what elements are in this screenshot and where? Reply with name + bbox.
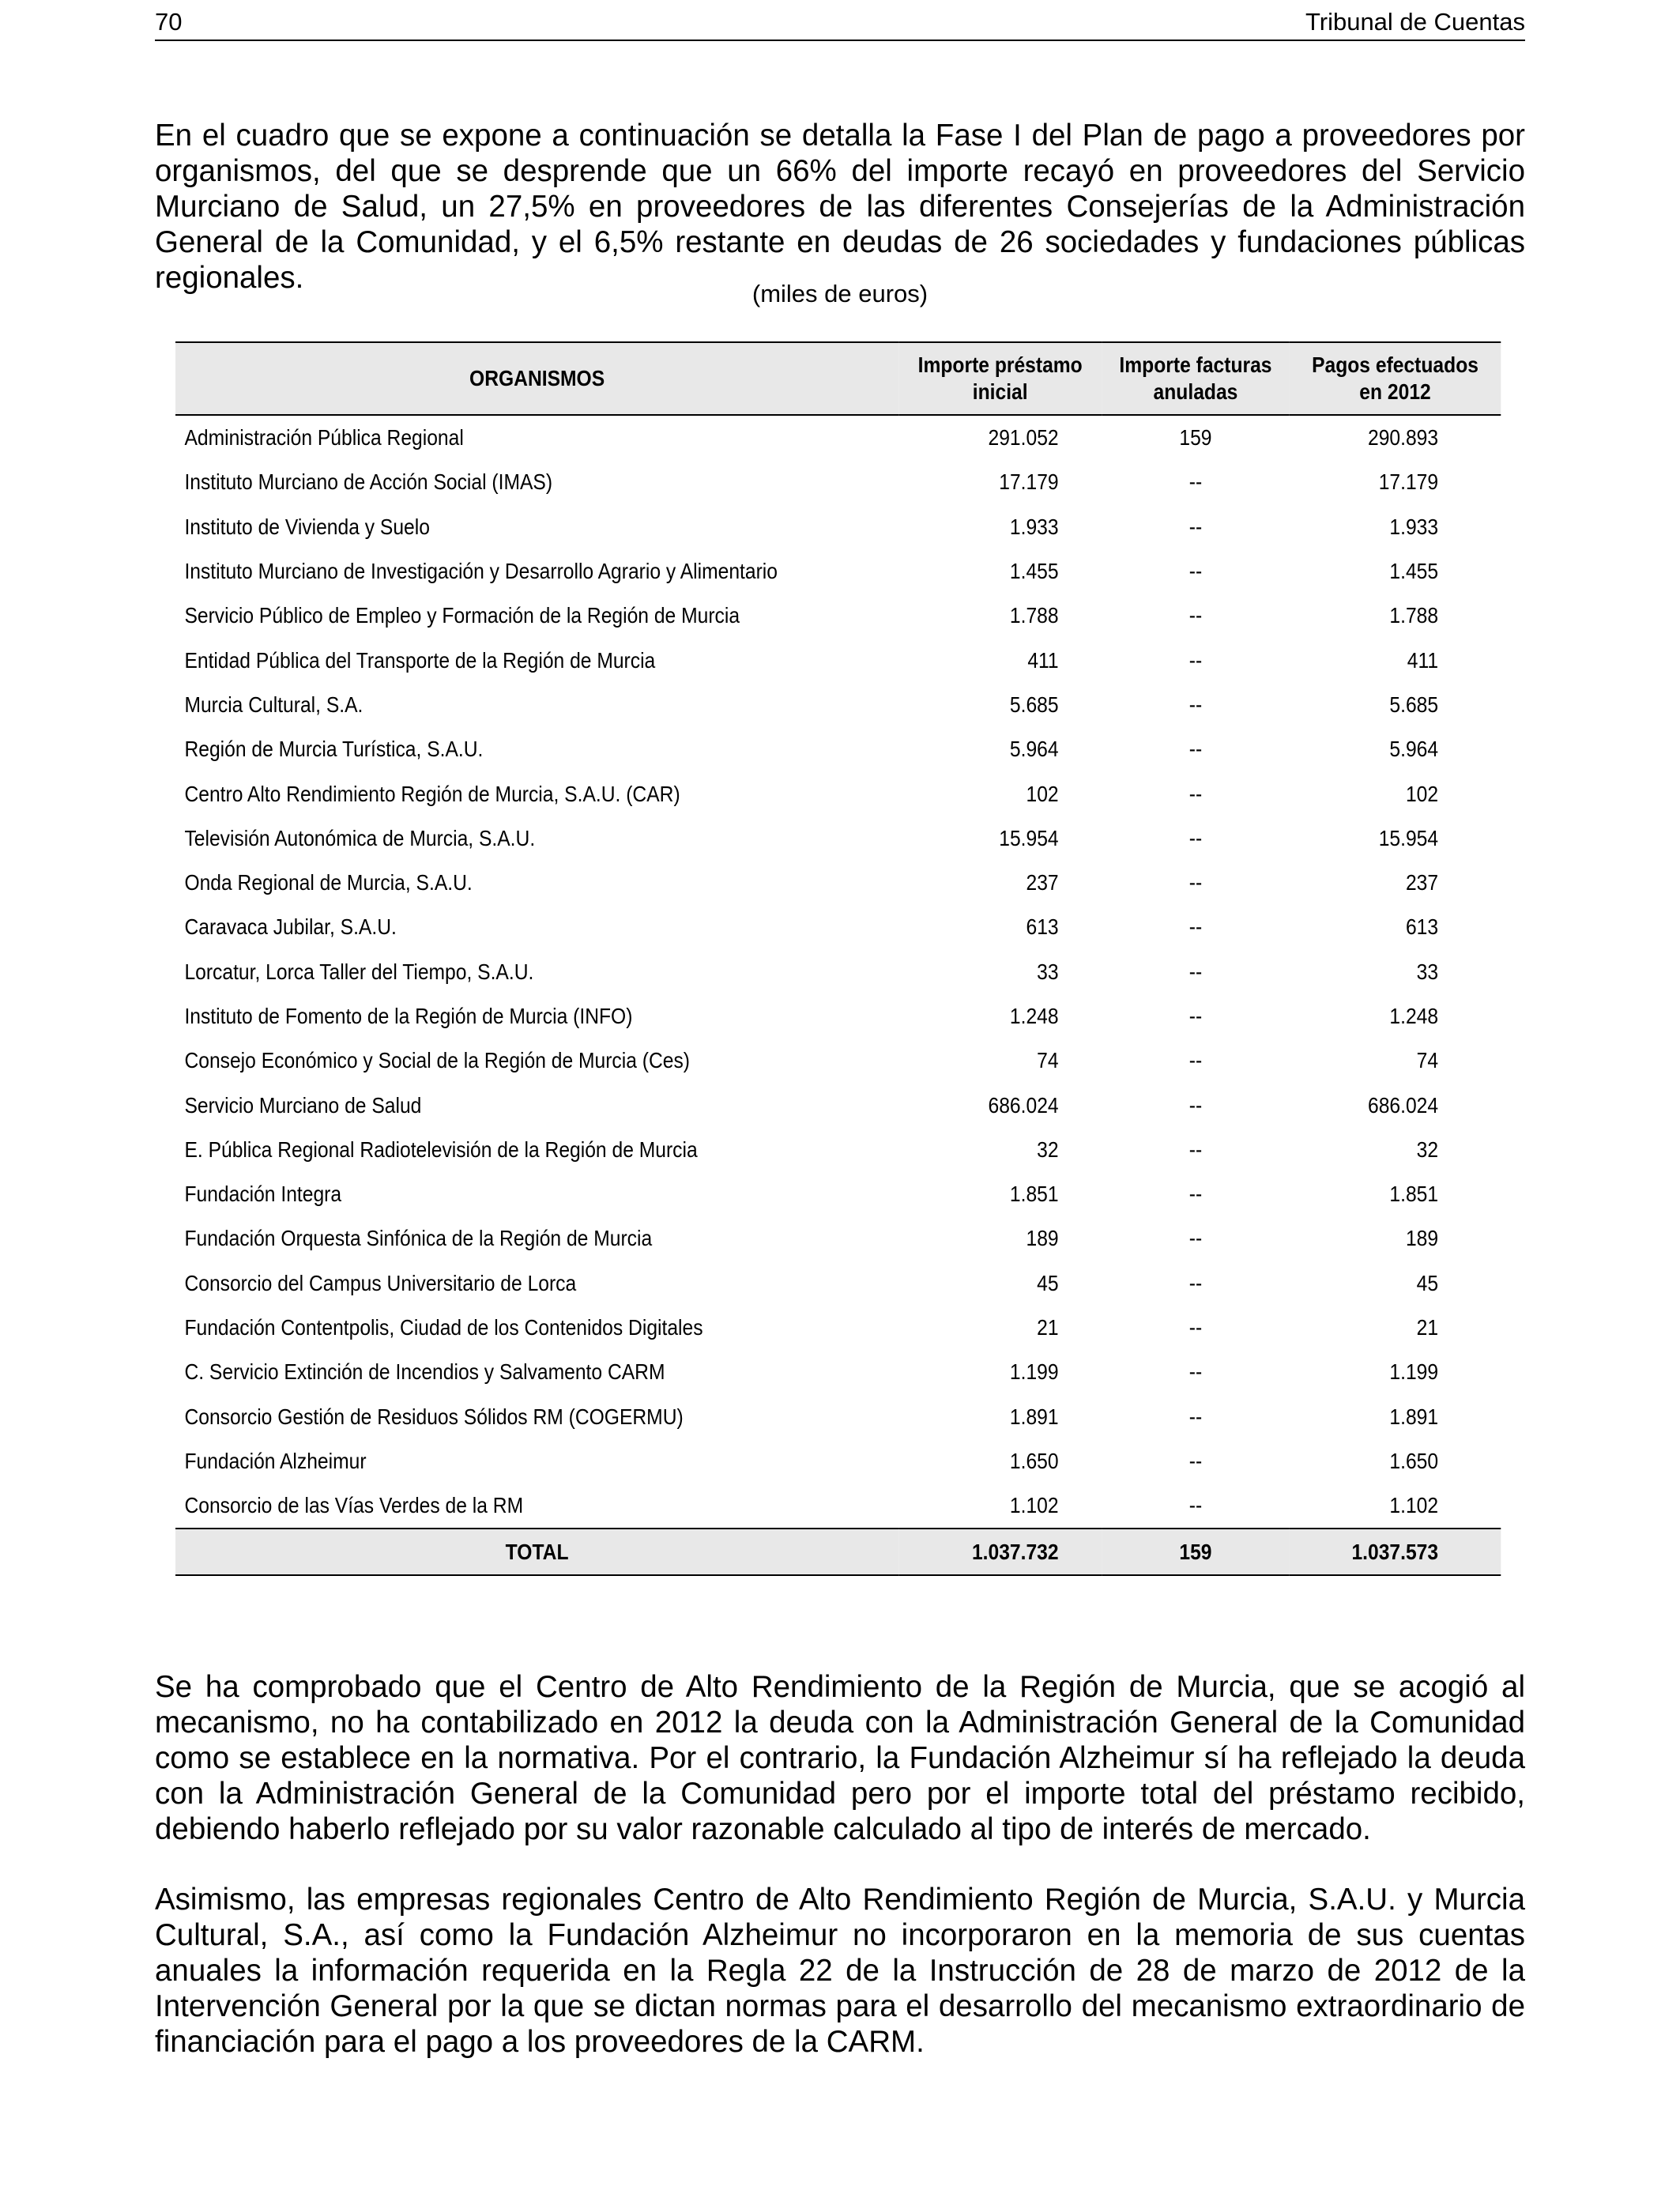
page-header — [155, 0, 1525, 41]
cell-importe-prestamo: 1.851 — [1009, 1182, 1059, 1207]
paragraph-3: Asimismo, las empresas regionales Centro de Alto Rendimiento Región de Murcia, S.A.U. y Murcia Cultural, S.A., así como la Fundación Alzheimur no incorporaron en la memoria de sus cuentas anuales la información requerida en la Regla 22 de la Instrucción de 28 de marzo de 2012 de la Intervención General por la que se dictan normas para el desarrollo del mecanismo extraordinario de financiación para el pago a los proveedores de la CARM. — [155, 1882, 1525, 2059]
cell-pagos-efectuados: 33 — [1416, 959, 1439, 984]
cell-importe-prestamo: 189 — [1026, 1226, 1059, 1251]
cell-importe-prestamo: 1.933 — [1009, 514, 1059, 539]
cell-pagos-efectuados: 1.102 — [1389, 1493, 1439, 1518]
cell-pagos-efectuados: 5.964 — [1389, 737, 1439, 762]
cell-pagos-efectuados: 1.851 — [1389, 1182, 1439, 1207]
cell-importe-prestamo: 1.455 — [1009, 559, 1059, 584]
cell-importe-prestamo: 411 — [1027, 647, 1059, 673]
cell-organismo: Lorcatur, Lorca Taller del Tiempo, S.A.U. — [184, 959, 534, 984]
table-body — [175, 415, 1501, 1529]
table-row — [175, 1395, 1501, 1439]
cell-importe-prestamo: 21 — [1037, 1315, 1059, 1340]
cell-facturas-anuladas: -- — [1188, 469, 1203, 495]
cell-facturas-anuladas: -- — [1188, 1092, 1203, 1118]
total-pagos: 1.037.573 — [1290, 1529, 1501, 1575]
cell-pagos-efectuados: 1.933 — [1389, 514, 1439, 539]
cell-importe-prestamo: 237 — [1026, 870, 1059, 895]
cell-organismo: Consejo Económico y Social de la Región de Murcia (Ces) — [184, 1048, 691, 1073]
cell-pagos-efectuados: 15.954 — [1378, 825, 1439, 850]
cell-importe-prestamo: 33 — [1037, 959, 1059, 984]
cell-pagos-efectuados: 189 — [1405, 1226, 1439, 1251]
cell-organismo: Administración Pública Regional — [184, 425, 464, 450]
running-title: Tribunal de Cuentas — [1305, 8, 1525, 36]
cell-pagos-efectuados: 1.891 — [1389, 1404, 1439, 1429]
cell-importe-prestamo: 32 — [1037, 1137, 1059, 1162]
cell-organismo: Instituto de Vivienda y Suelo — [184, 514, 430, 539]
header-organismos: ORGANISMOS — [175, 342, 898, 415]
cell-organismo: Servicio Murciano de Salud — [184, 1092, 422, 1118]
table-row — [175, 505, 1501, 549]
table-header — [175, 342, 1501, 415]
table-row — [175, 771, 1501, 816]
cell-importe-prestamo: 291.052 — [988, 425, 1059, 450]
total-prestamo: 1.037.732 — [898, 1529, 1102, 1575]
cell-facturas-anuladas: -- — [1188, 1493, 1203, 1518]
cell-pagos-efectuados: 74 — [1416, 1048, 1439, 1073]
cell-pagos-efectuados: 21 — [1416, 1315, 1439, 1340]
cell-organismo: Televisión Autonómica de Murcia, S.A.U. — [184, 825, 536, 850]
cell-organismo: Fundación Orquesta Sinfónica de la Región de Murcia — [184, 1226, 653, 1251]
cell-facturas-anuladas: -- — [1188, 1270, 1203, 1295]
table-row — [175, 1172, 1501, 1216]
cell-pagos-efectuados: 613 — [1405, 914, 1439, 940]
cell-pagos-efectuados: 5.685 — [1389, 692, 1439, 717]
cell-pagos-efectuados: 411 — [1407, 647, 1439, 673]
cell-pagos-efectuados: 1.199 — [1389, 1359, 1439, 1385]
cell-importe-prestamo: 17.179 — [999, 469, 1059, 495]
table-row — [175, 549, 1501, 594]
cell-organismo: Fundación Contentpolis, Ciudad de los Contenidos Digitales — [184, 1315, 703, 1340]
cell-facturas-anuladas: -- — [1188, 692, 1203, 717]
cell-facturas-anuladas: -- — [1188, 559, 1203, 584]
cell-organismo: Fundación Integra — [184, 1182, 342, 1207]
cell-organismo: Onda Regional de Murcia, S.A.U. — [184, 870, 473, 895]
cell-facturas-anuladas: -- — [1188, 647, 1203, 673]
cell-pagos-efectuados: 290.893 — [1368, 425, 1439, 450]
cell-facturas-anuladas: -- — [1188, 1359, 1203, 1385]
cell-facturas-anuladas: -- — [1188, 1404, 1203, 1429]
cell-pagos-efectuados: 32 — [1416, 1137, 1439, 1162]
cell-pagos-efectuados: 102 — [1405, 781, 1439, 806]
header-importe-prestamo: Importe préstamo inicial — [898, 342, 1102, 415]
cell-pagos-efectuados: 17.179 — [1378, 469, 1439, 495]
table-row — [175, 683, 1501, 727]
cell-facturas-anuladas: 159 — [1179, 425, 1212, 450]
paragraph-2: Se ha comprobado que el Centro de Alto Rendimiento de la Región de Murcia, que se acogió al mecanismo, no ha contabilizado en 2012 la deuda con la Administración General de la Comunidad como se establece en la normativa. Por el contrario, la Fundación Alzheimur sí ha reflejado la deuda con la Administración General de la Comunidad pero por el importe total del préstamo recibido, debiendo haberlo reflejado por su valor razonable calculado al tipo de interés de mercado. — [155, 1669, 1525, 1846]
cell-pagos-efectuados: 1.455 — [1389, 559, 1439, 584]
cell-facturas-anuladas: -- — [1188, 781, 1203, 806]
header-pagos-efectuados: Pagos efectuados en 2012 — [1290, 342, 1501, 415]
table-row — [175, 1083, 1501, 1127]
cell-importe-prestamo: 1.199 — [1009, 1359, 1059, 1385]
cell-pagos-efectuados: 686.024 — [1368, 1092, 1439, 1118]
cell-organismo: Entidad Pública del Transporte de la Región de Murcia — [184, 647, 656, 673]
cell-organismo: Consorcio del Campus Universitario de Lorca — [184, 1270, 577, 1295]
total-label: TOTAL — [175, 1529, 898, 1575]
table-row — [175, 415, 1501, 460]
table-row — [175, 1350, 1501, 1394]
cell-facturas-anuladas: -- — [1188, 1315, 1203, 1340]
table-total-row — [175, 1529, 1501, 1575]
table-units-caption: (miles de euros) — [751, 280, 929, 307]
cell-facturas-anuladas: -- — [1188, 870, 1203, 895]
cell-importe-prestamo: 1.650 — [1009, 1448, 1059, 1473]
cell-facturas-anuladas: -- — [1188, 1182, 1203, 1207]
cell-organismo: C. Servicio Extinción de Incendios y Salvamento CARM — [184, 1359, 665, 1385]
cell-facturas-anuladas: -- — [1188, 514, 1203, 539]
table-row — [175, 727, 1501, 771]
cell-importe-prestamo: 1.102 — [1009, 1493, 1059, 1518]
cell-importe-prestamo: 1.891 — [1009, 1404, 1059, 1429]
cell-facturas-anuladas: -- — [1188, 1048, 1203, 1073]
cell-facturas-anuladas: -- — [1188, 825, 1203, 850]
cell-facturas-anuladas: -- — [1188, 603, 1203, 628]
cell-pagos-efectuados: 1.248 — [1389, 1004, 1439, 1028]
cell-organismo: E. Pública Regional Radiotelevisión de la Región de Murcia — [184, 1137, 698, 1162]
cell-importe-prestamo: 686.024 — [988, 1092, 1059, 1118]
table-row — [175, 861, 1501, 905]
cell-organismo: Consorcio Gestión de Residuos Sólidos RM (COGERMU) — [184, 1404, 684, 1429]
table-row — [175, 594, 1501, 638]
cell-importe-prestamo: 15.954 — [999, 825, 1059, 850]
cell-importe-prestamo: 5.685 — [1009, 692, 1059, 717]
cell-facturas-anuladas: -- — [1188, 1004, 1203, 1028]
table-row — [175, 950, 1501, 994]
table-row — [175, 1439, 1501, 1483]
cell-organismo: Murcia Cultural, S.A. — [184, 692, 363, 717]
cell-importe-prestamo: 613 — [1026, 914, 1059, 940]
table-row — [175, 816, 1501, 861]
cell-facturas-anuladas: -- — [1188, 1137, 1203, 1162]
cell-facturas-anuladas: -- — [1188, 959, 1203, 984]
cell-organismo: Instituto Murciano de Acción Social (IMAS) — [184, 469, 553, 495]
cell-organismo: Consorcio de las Vías Verdes de la RM — [184, 1493, 524, 1518]
cell-organismo: Centro Alto Rendimiento Región de Murcia, S.A.U. (CAR) — [184, 781, 680, 806]
cell-organismo: Región de Murcia Turística, S.A.U. — [184, 737, 484, 762]
table-row — [175, 994, 1501, 1039]
cell-facturas-anuladas: -- — [1188, 1448, 1203, 1473]
table-row — [175, 638, 1501, 682]
table-row — [175, 1216, 1501, 1261]
cell-facturas-anuladas: -- — [1188, 914, 1203, 940]
cell-importe-prestamo: 1.788 — [1009, 603, 1059, 628]
table-row — [175, 460, 1501, 504]
table-row — [175, 1039, 1501, 1083]
table-row — [175, 1483, 1501, 1529]
table-row — [175, 1261, 1501, 1306]
cell-facturas-anuladas: -- — [1188, 737, 1203, 762]
page-number: 70 — [155, 8, 183, 36]
intro-paragraph: En el cuadro que se expone a continuación se detalla la Fase I del Plan de pago a proveedores por organismos, del que se desprende que un 66% del importe recayó en proveedores del Servicio Murciano de Salud, un 27,5% en proveedores de las diferentes Consejerías de la Administración General de la Comunidad, y el 6,5% restante en deudas de 26 sociedades y fundaciones públicas regionales. — [155, 118, 1525, 295]
cell-organismo: Servicio Público de Empleo y Formación de la Región de Murcia — [184, 603, 740, 628]
table-row — [175, 905, 1501, 949]
cell-importe-prestamo: 102 — [1026, 781, 1059, 806]
organismos-table — [175, 341, 1501, 1576]
total-anuladas: 159 — [1102, 1529, 1290, 1575]
cell-importe-prestamo: 45 — [1037, 1270, 1059, 1295]
cell-pagos-efectuados: 1.788 — [1389, 603, 1439, 628]
cell-importe-prestamo: 74 — [1037, 1048, 1059, 1073]
cell-organismo: Fundación Alzheimur — [184, 1448, 367, 1473]
cell-organismo: Instituto de Fomento de la Región de Murcia (INFO) — [184, 1004, 633, 1028]
cell-organismo: Caravaca Jubilar, S.A.U. — [184, 914, 397, 940]
cell-pagos-efectuados: 1.650 — [1389, 1448, 1439, 1473]
cell-importe-prestamo: 1.248 — [1009, 1004, 1059, 1028]
table-row — [175, 1306, 1501, 1350]
cell-importe-prestamo: 5.964 — [1009, 737, 1059, 762]
organismos-table-wrapper — [175, 341, 1501, 1576]
cell-pagos-efectuados: 45 — [1416, 1270, 1439, 1295]
header-facturas-anuladas: Importe facturas anuladas — [1102, 342, 1290, 415]
cell-organismo: Instituto Murciano de Investigación y Desarrollo Agrario y Alimentario — [184, 559, 778, 584]
cell-pagos-efectuados: 237 — [1405, 870, 1439, 895]
table-row — [175, 1128, 1501, 1172]
cell-facturas-anuladas: -- — [1188, 1226, 1203, 1251]
